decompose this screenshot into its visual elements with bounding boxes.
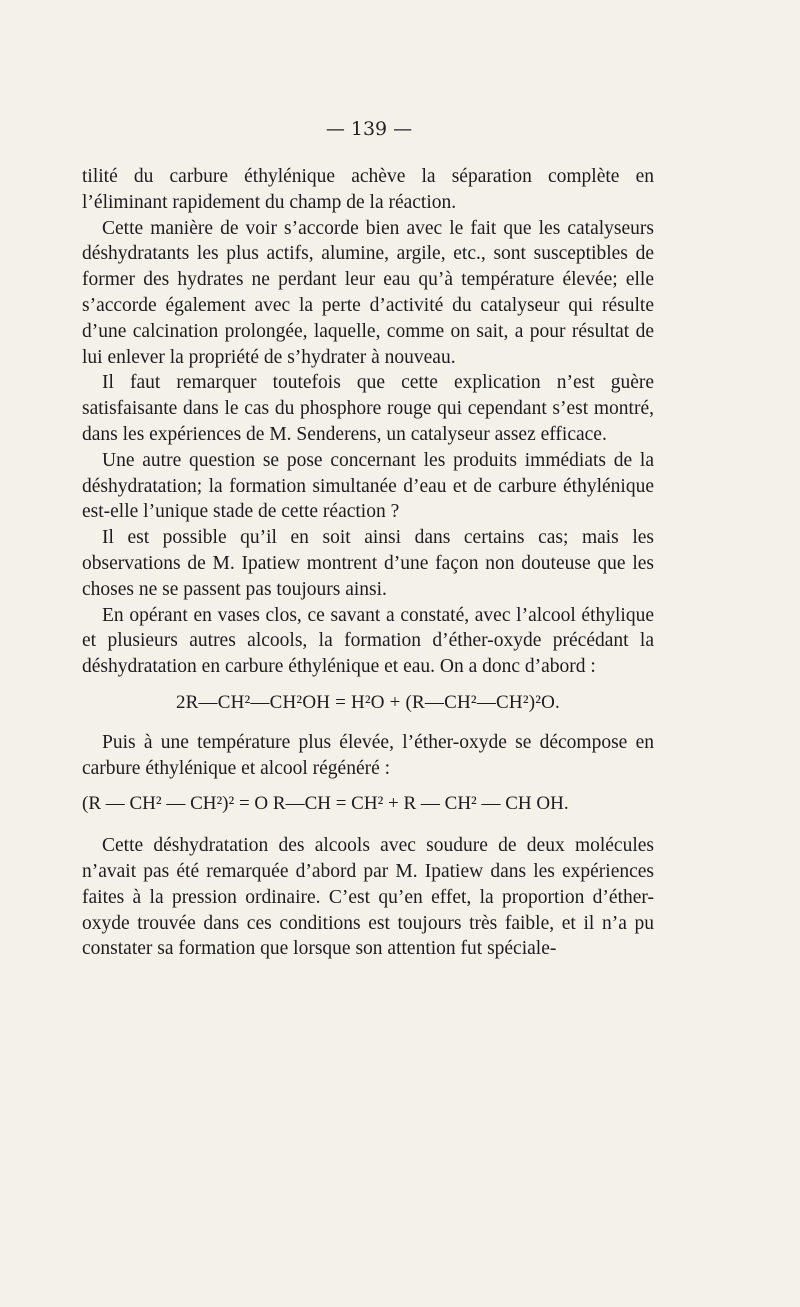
- page-number: — 139 —: [325, 118, 413, 140]
- paragraph-7: Puis à une température plus élevée, l’éther-oxyde se décompose en carbure éthylénique et alcool régénéré :: [82, 731, 654, 779]
- paragraph-8: Cette déshydratation des alcools avec soudure de deux molécules n’avait pas été remarquée d’abord par M. Ipatiew dans les expériences faites à la pression ordinaire. C’est qu’en effet, la proportion d’éther-oxyde trouvée dans ces conditions est toujours très faible, et il n’a pu constater sa formation que lorsque son attention fut spéciale-: [82, 835, 654, 960]
- paragraph-3: Il faut remarquer toutefois que cette explication n’est guère satisfaisante dans le cas du phosphore rouge qui cependant s’est montré, dans les expériences de M. Senderens, un catalyseur assez efficace.: [82, 372, 654, 445]
- body-text: [82, 164, 654, 962]
- chemical-equation-2: (R — CH² — CH²)² = O R—CH = CH² + R — CH² — CH OH.: [82, 793, 569, 815]
- chemical-equation-1: 2R—CH²—CH²OH = H²O + (R—CH²—CH²)²O.: [175, 691, 561, 713]
- paragraph-2: Cette manière de voir s’accorde bien avec le fait que les catalyseurs déshydratants les plus actifs, alumine, argile, etc., sont susceptibles de former des hydrates ne perdant leur eau qu’à température élevée; elle s’accorde également avec la perte d’activité du catalyseur qui résulte d’une calcination prolongée, laquelle, comme on sait, a pour résultat de lui enlever la propriété de s’hydrater à nouveau.: [82, 217, 654, 368]
- paragraph-1: tilité du carbure éthylénique achève la séparation complète en l’éliminant rapidement du champ de la réaction.: [82, 166, 654, 213]
- paragraph-6: En opérant en vases clos, ce savant a constaté, avec l’alcool éthylique et plusieurs autres alcools, la formation d’éther-oxyde précédant la déshydratation en carbure éthylénique et eau. On a donc d’abord :: [82, 604, 654, 678]
- paragraph-5: Il est possible qu’il en soit ainsi dans certains cas; mais les observations de M. Ipatiew montrent d’une façon non douteuse que les choses ne se passent pas toujours ainsi.: [82, 527, 654, 600]
- paragraph-4: Une autre question se pose concernant les produits immédiats de la déshydratation; la formation simultanée d’eau et de carbure éthylénique est-elle l’unique stade de cette réaction ?: [82, 449, 654, 523]
